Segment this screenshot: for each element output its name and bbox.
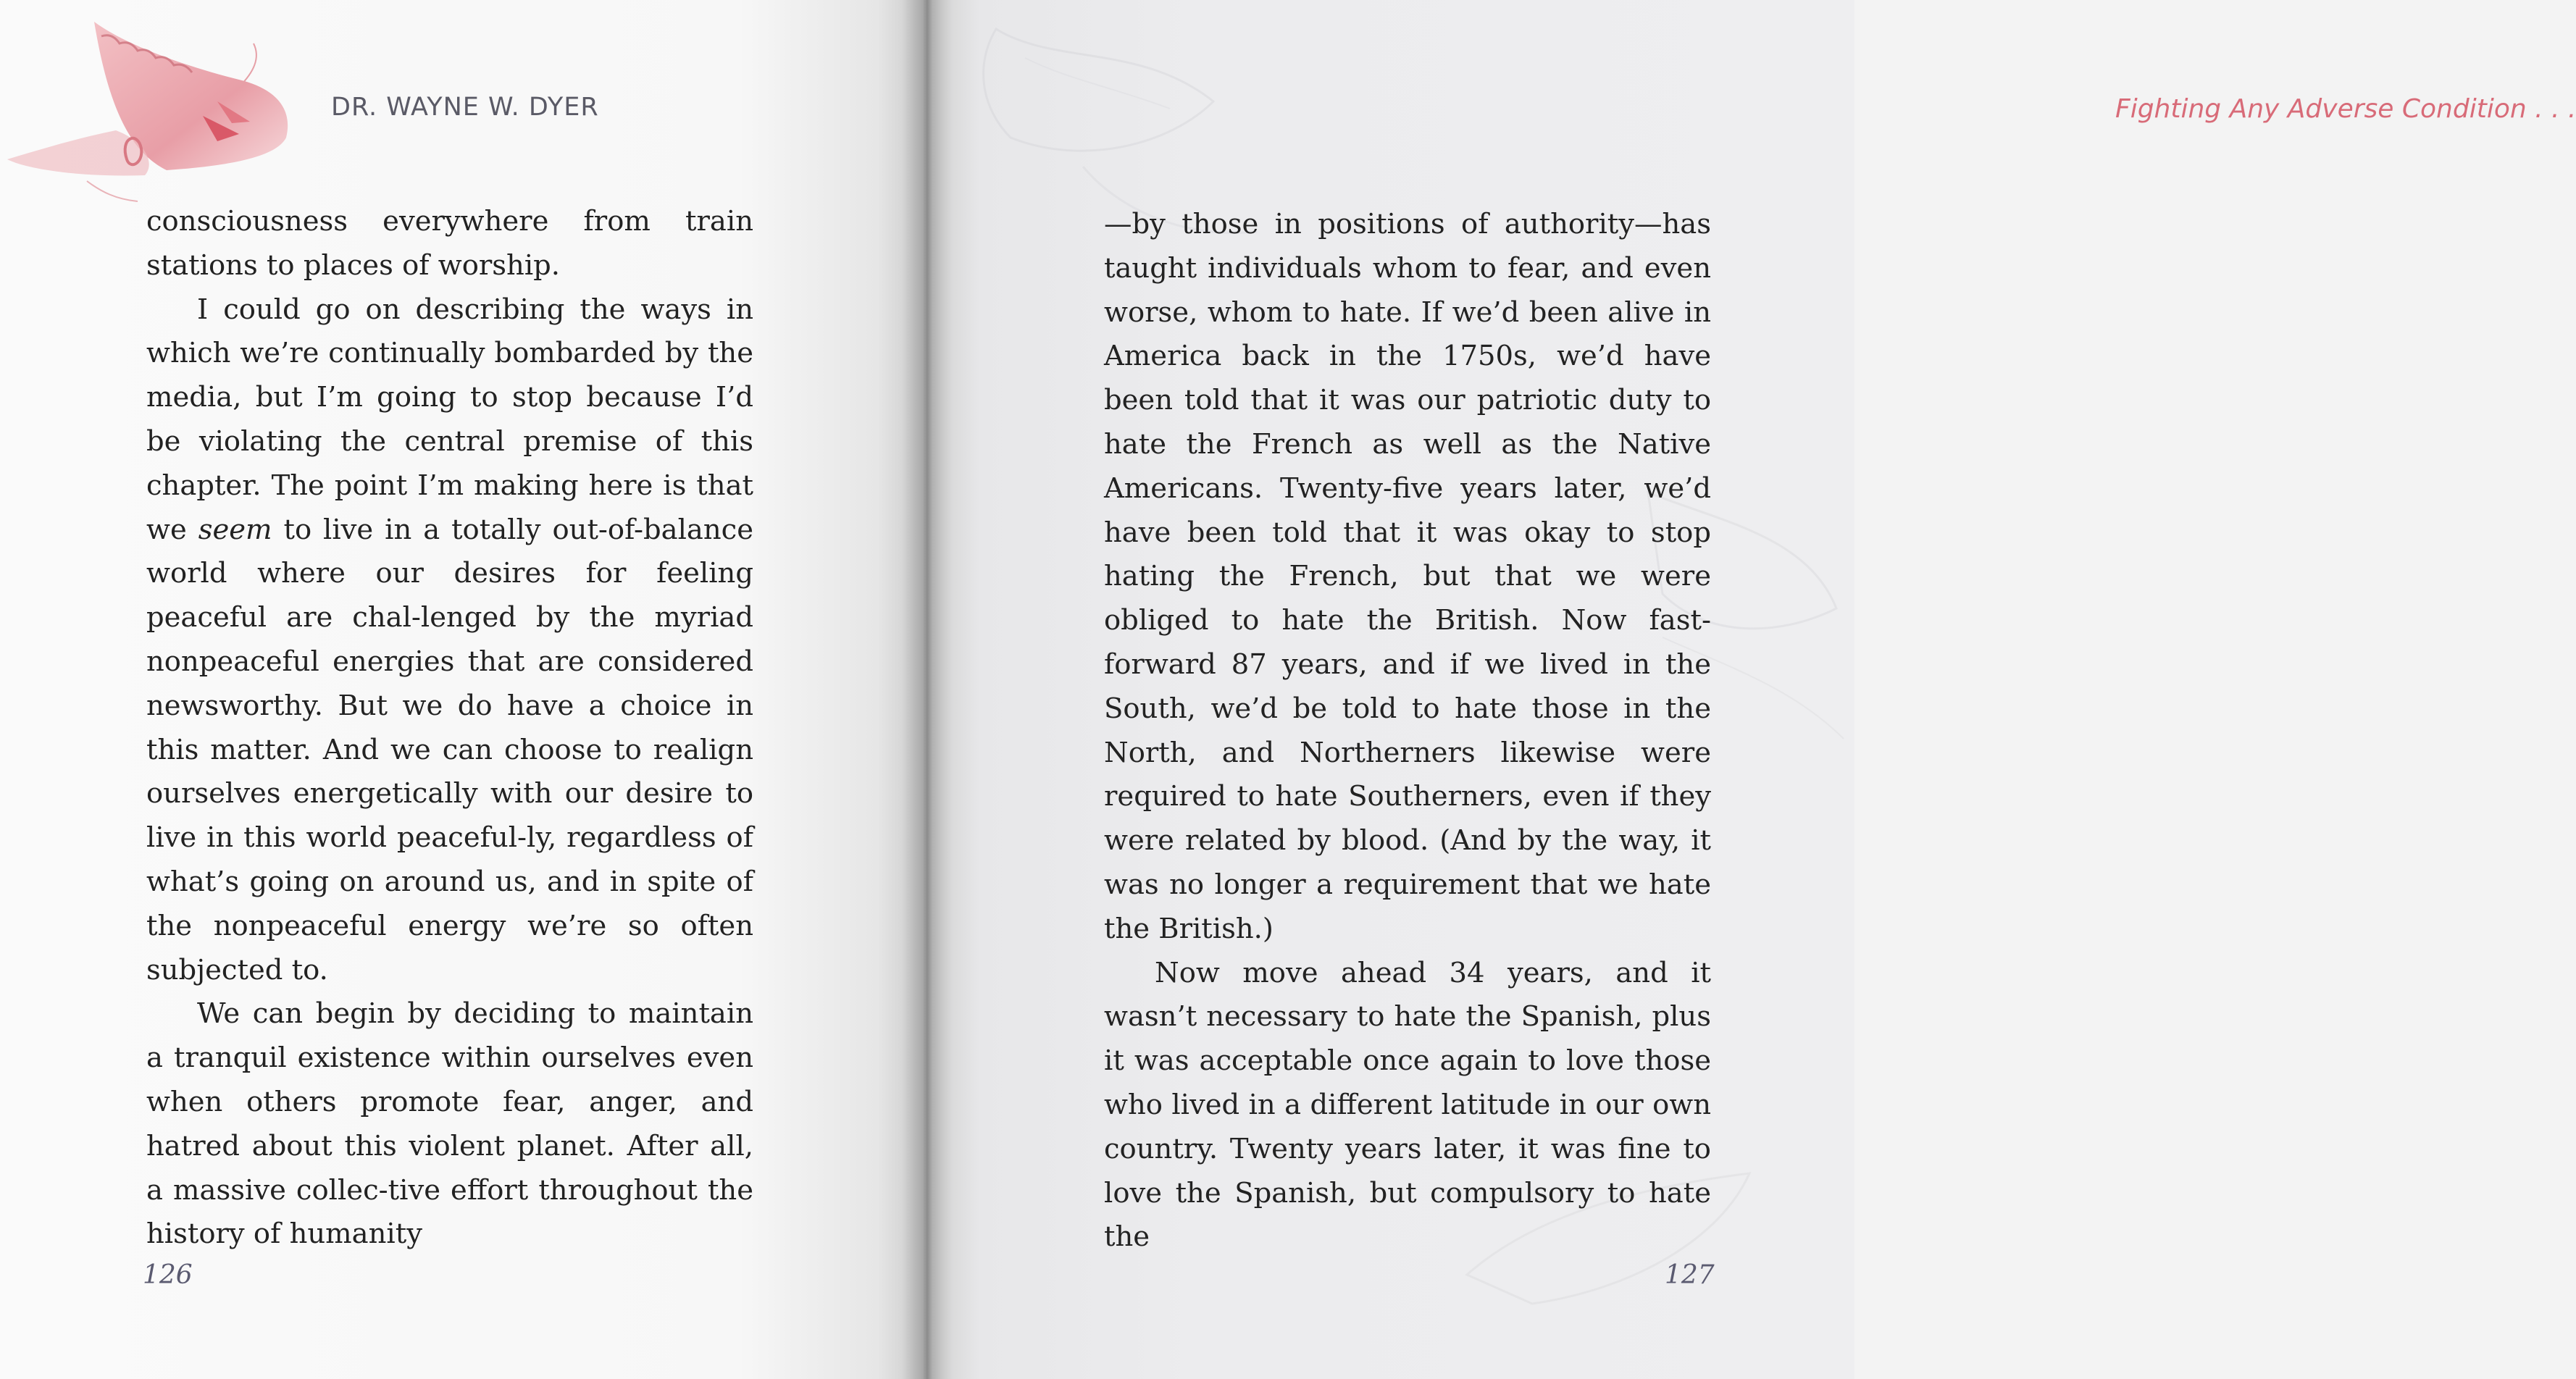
page-number-left: 126 — [143, 1260, 193, 1290]
book-gutter-shadow — [902, 0, 953, 1379]
running-head-chapter: Fighting Any Adverse Condition . . . — [2115, 94, 2576, 124]
page-number-right: 127 — [1665, 1260, 1715, 1290]
right-page — [924, 0, 2576, 1379]
left-page — [0, 0, 924, 1379]
butterfly-icon — [0, 14, 304, 203]
paragraph: I could go on describing the ways in which we’re continually bombarded by the media, but I’m going to stop because I’d be violating the central premise of this chapter. The point I’m making here is that we seem to live in a totally out-of-balance world where our desires for feeling peaceful are chal-lenged by the myriad nonpeaceful energies that are considered newsworthy. But we do have a choice in this matter. And we can choose to realign ourselves energetically with our desire to live in this world peaceful-ly, regardless of what’s going on around us, and in spite of the nonpeaceful energy we’re so often subjected to. — [146, 293, 754, 986]
left-page-body — [146, 200, 753, 1257]
paragraph: Now move ahead 34 years, and it wasn’t necessary to hate the Spanish, plus it was acceptable once again to love those who lived in a different latitude in our own country. Twenty years later, it was fine to love the Spanish, but compulsory to hate the — [1104, 956, 1711, 1254]
paragraph: We can begin by deciding to maintain a tranquil existence within ourselves even when others promote fear, anger, and hatred about this violent planet. After all, a massive collec-tive effort throughout the history of humanity — [146, 997, 753, 1251]
running-head-author: DR. WAYNE W. DYER — [331, 93, 599, 122]
paragraph: consciousness everywhere from train stations to places of worship. — [146, 205, 753, 282]
right-page-body — [1104, 203, 1711, 1259]
paragraph: —by those in positions of authority—has taught individuals whom to fear, and even worse, whom to hate. If we’d been alive in America back in the 1750s, we’d have been told that it was our patriotic duty to hate the French as well as the Native Americans. Twenty-five years later, we’d have been told that it was okay to stop hating the French, but that we were obliged to hate the British. Now fast-forward 87 years, and if we lived in the South, we’d be told to hate those in the North, and Northerners likewise were required to hate Southerners, even if they were related by blood. (And by the way, it was no longer a requirement that we hate the British.) — [1104, 208, 1711, 945]
